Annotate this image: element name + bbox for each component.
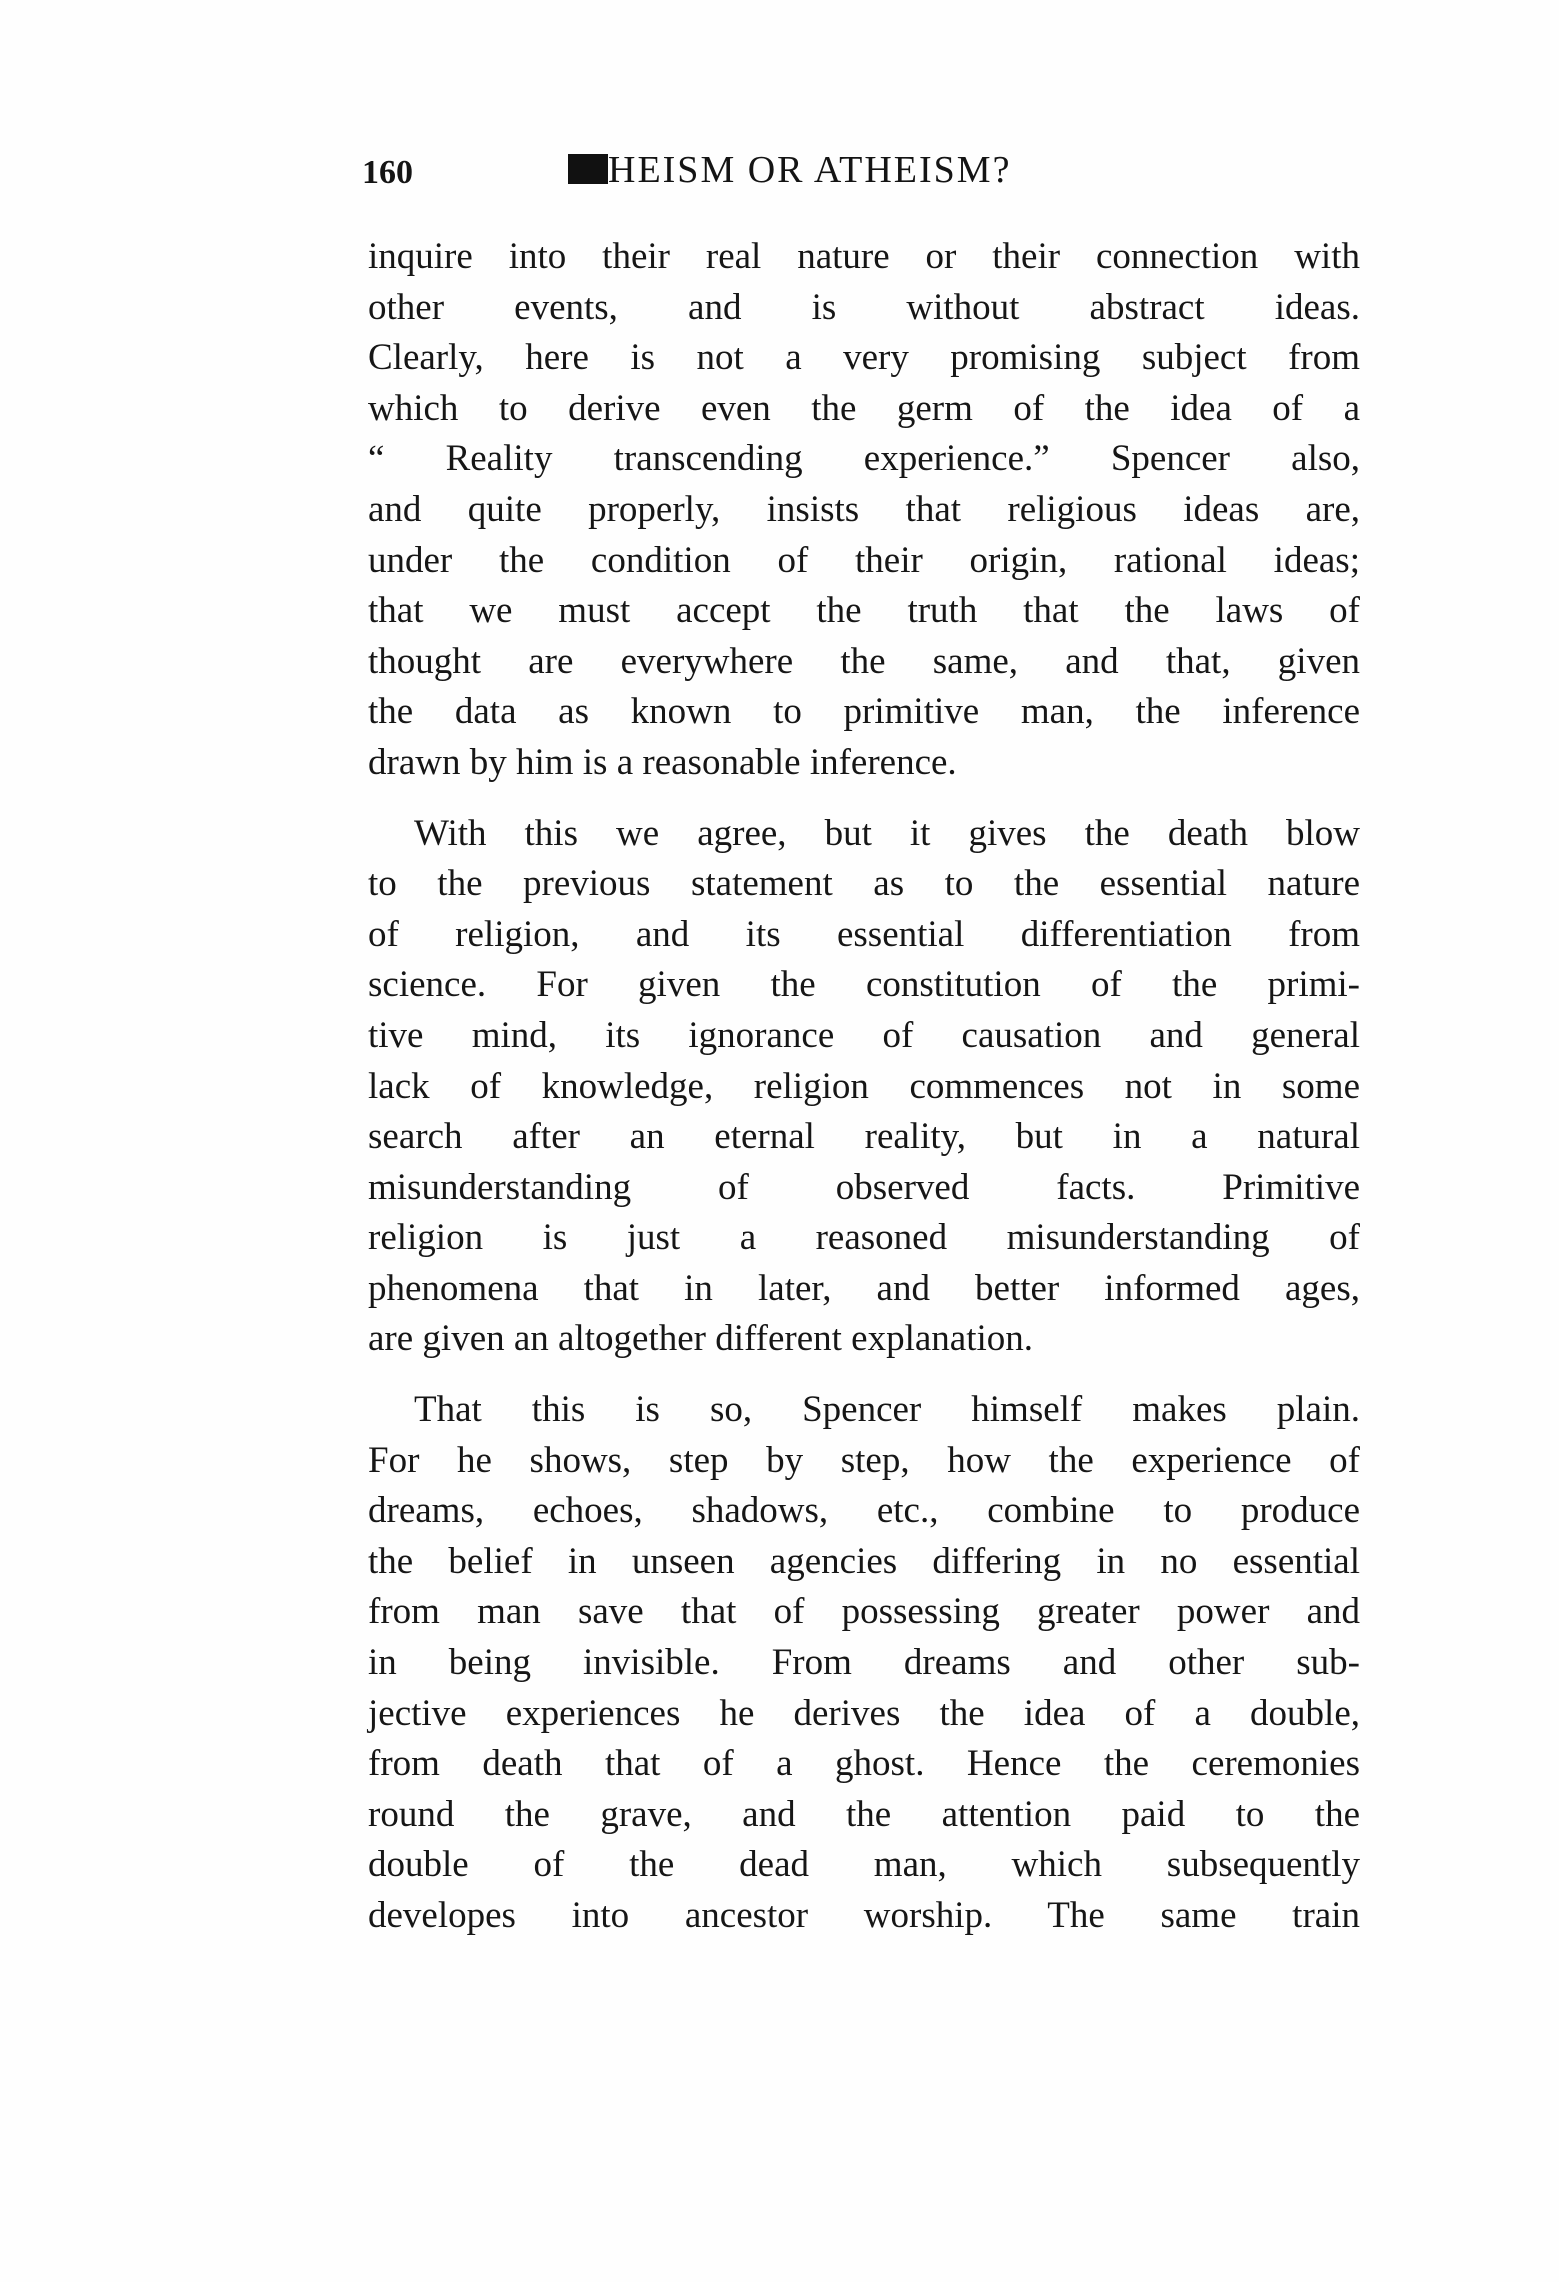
running-title — [568, 148, 1011, 192]
text-line: That this is so, Spencer himself makes plain. — [414, 1389, 1360, 1431]
text-line: are given an altogether different explanation. — [368, 1318, 1034, 1360]
running-head — [362, 148, 1182, 198]
text-line: science. For given the constitution of the primi- — [368, 964, 1360, 1006]
text-line: For he shows, step by step, how the experience of — [368, 1439, 1360, 1481]
text-line: search after an eternal reality, but in a natural — [368, 1116, 1360, 1158]
text-line: lack of knowledge, religion commences not in some — [368, 1065, 1360, 1107]
text-line: jective experiences he derives the idea of a double, — [368, 1692, 1360, 1734]
text-line: drawn by him is a reasonable inference. — [368, 741, 957, 783]
body-text — [368, 232, 1360, 1962]
text-line: other events, and is without abstract ideas. — [368, 286, 1360, 328]
paragraph-1 — [368, 232, 1360, 789]
text-line: religion is just a reasoned misunderstanding of — [368, 1217, 1360, 1259]
text-line: which to derive even the germ of the idea of a — [368, 387, 1360, 429]
paragraph-2 — [368, 809, 1360, 1366]
text-line: “ Reality transcending experience.” Spencer also, — [368, 438, 1360, 480]
text-line: dreams, echoes, shadows, etc., combine to produce — [368, 1490, 1360, 1532]
text-line: double of the dead man, which subsequently — [368, 1844, 1360, 1886]
paragraph-3 — [368, 1385, 1360, 1942]
page-number: 160 — [362, 154, 413, 191]
text-line: from death that of a ghost. Hence the ceremonies — [368, 1743, 1360, 1785]
ink-blot — [568, 154, 608, 184]
text-line: from man save that of possessing greater power and — [368, 1591, 1360, 1633]
text-line: thought are everywhere the same, and that, given — [368, 640, 1360, 682]
text-line: in being invisible. From dreams and other sub- — [368, 1642, 1360, 1684]
text-line: With this we agree, but it gives the death blow — [414, 812, 1360, 854]
text-line: that we must accept the truth that the laws of — [368, 590, 1360, 632]
text-line: the belief in unseen agencies differing in no essential — [368, 1540, 1360, 1582]
text-line: round the grave, and the attention paid to the — [368, 1793, 1360, 1835]
text-line: developes into ancestor worship. The same train — [368, 1895, 1360, 1936]
text-line: inquire into their real nature or their connection with — [368, 236, 1360, 277]
text-line: tive mind, its ignorance of causation and general — [368, 1014, 1360, 1056]
text-line: of religion, and its essential differentiation from — [368, 913, 1360, 955]
text-line: and quite properly, insists that religious ideas are, — [368, 488, 1360, 530]
text-line: Clearly, here is not a very promising subject from — [368, 337, 1360, 379]
text-line: under the condition of their origin, rational ideas; — [368, 539, 1360, 581]
running-title-text: HEISM OR ATHEISM? — [608, 149, 1012, 191]
text-line: misunderstanding of observed facts. Primitive — [368, 1166, 1360, 1208]
text-line: the data as known to primitive man, the inference — [368, 691, 1360, 733]
text-line: phenomena that in later, and better informed ages, — [368, 1267, 1360, 1309]
text-line: to the previous statement as to the essential nature — [368, 863, 1360, 905]
